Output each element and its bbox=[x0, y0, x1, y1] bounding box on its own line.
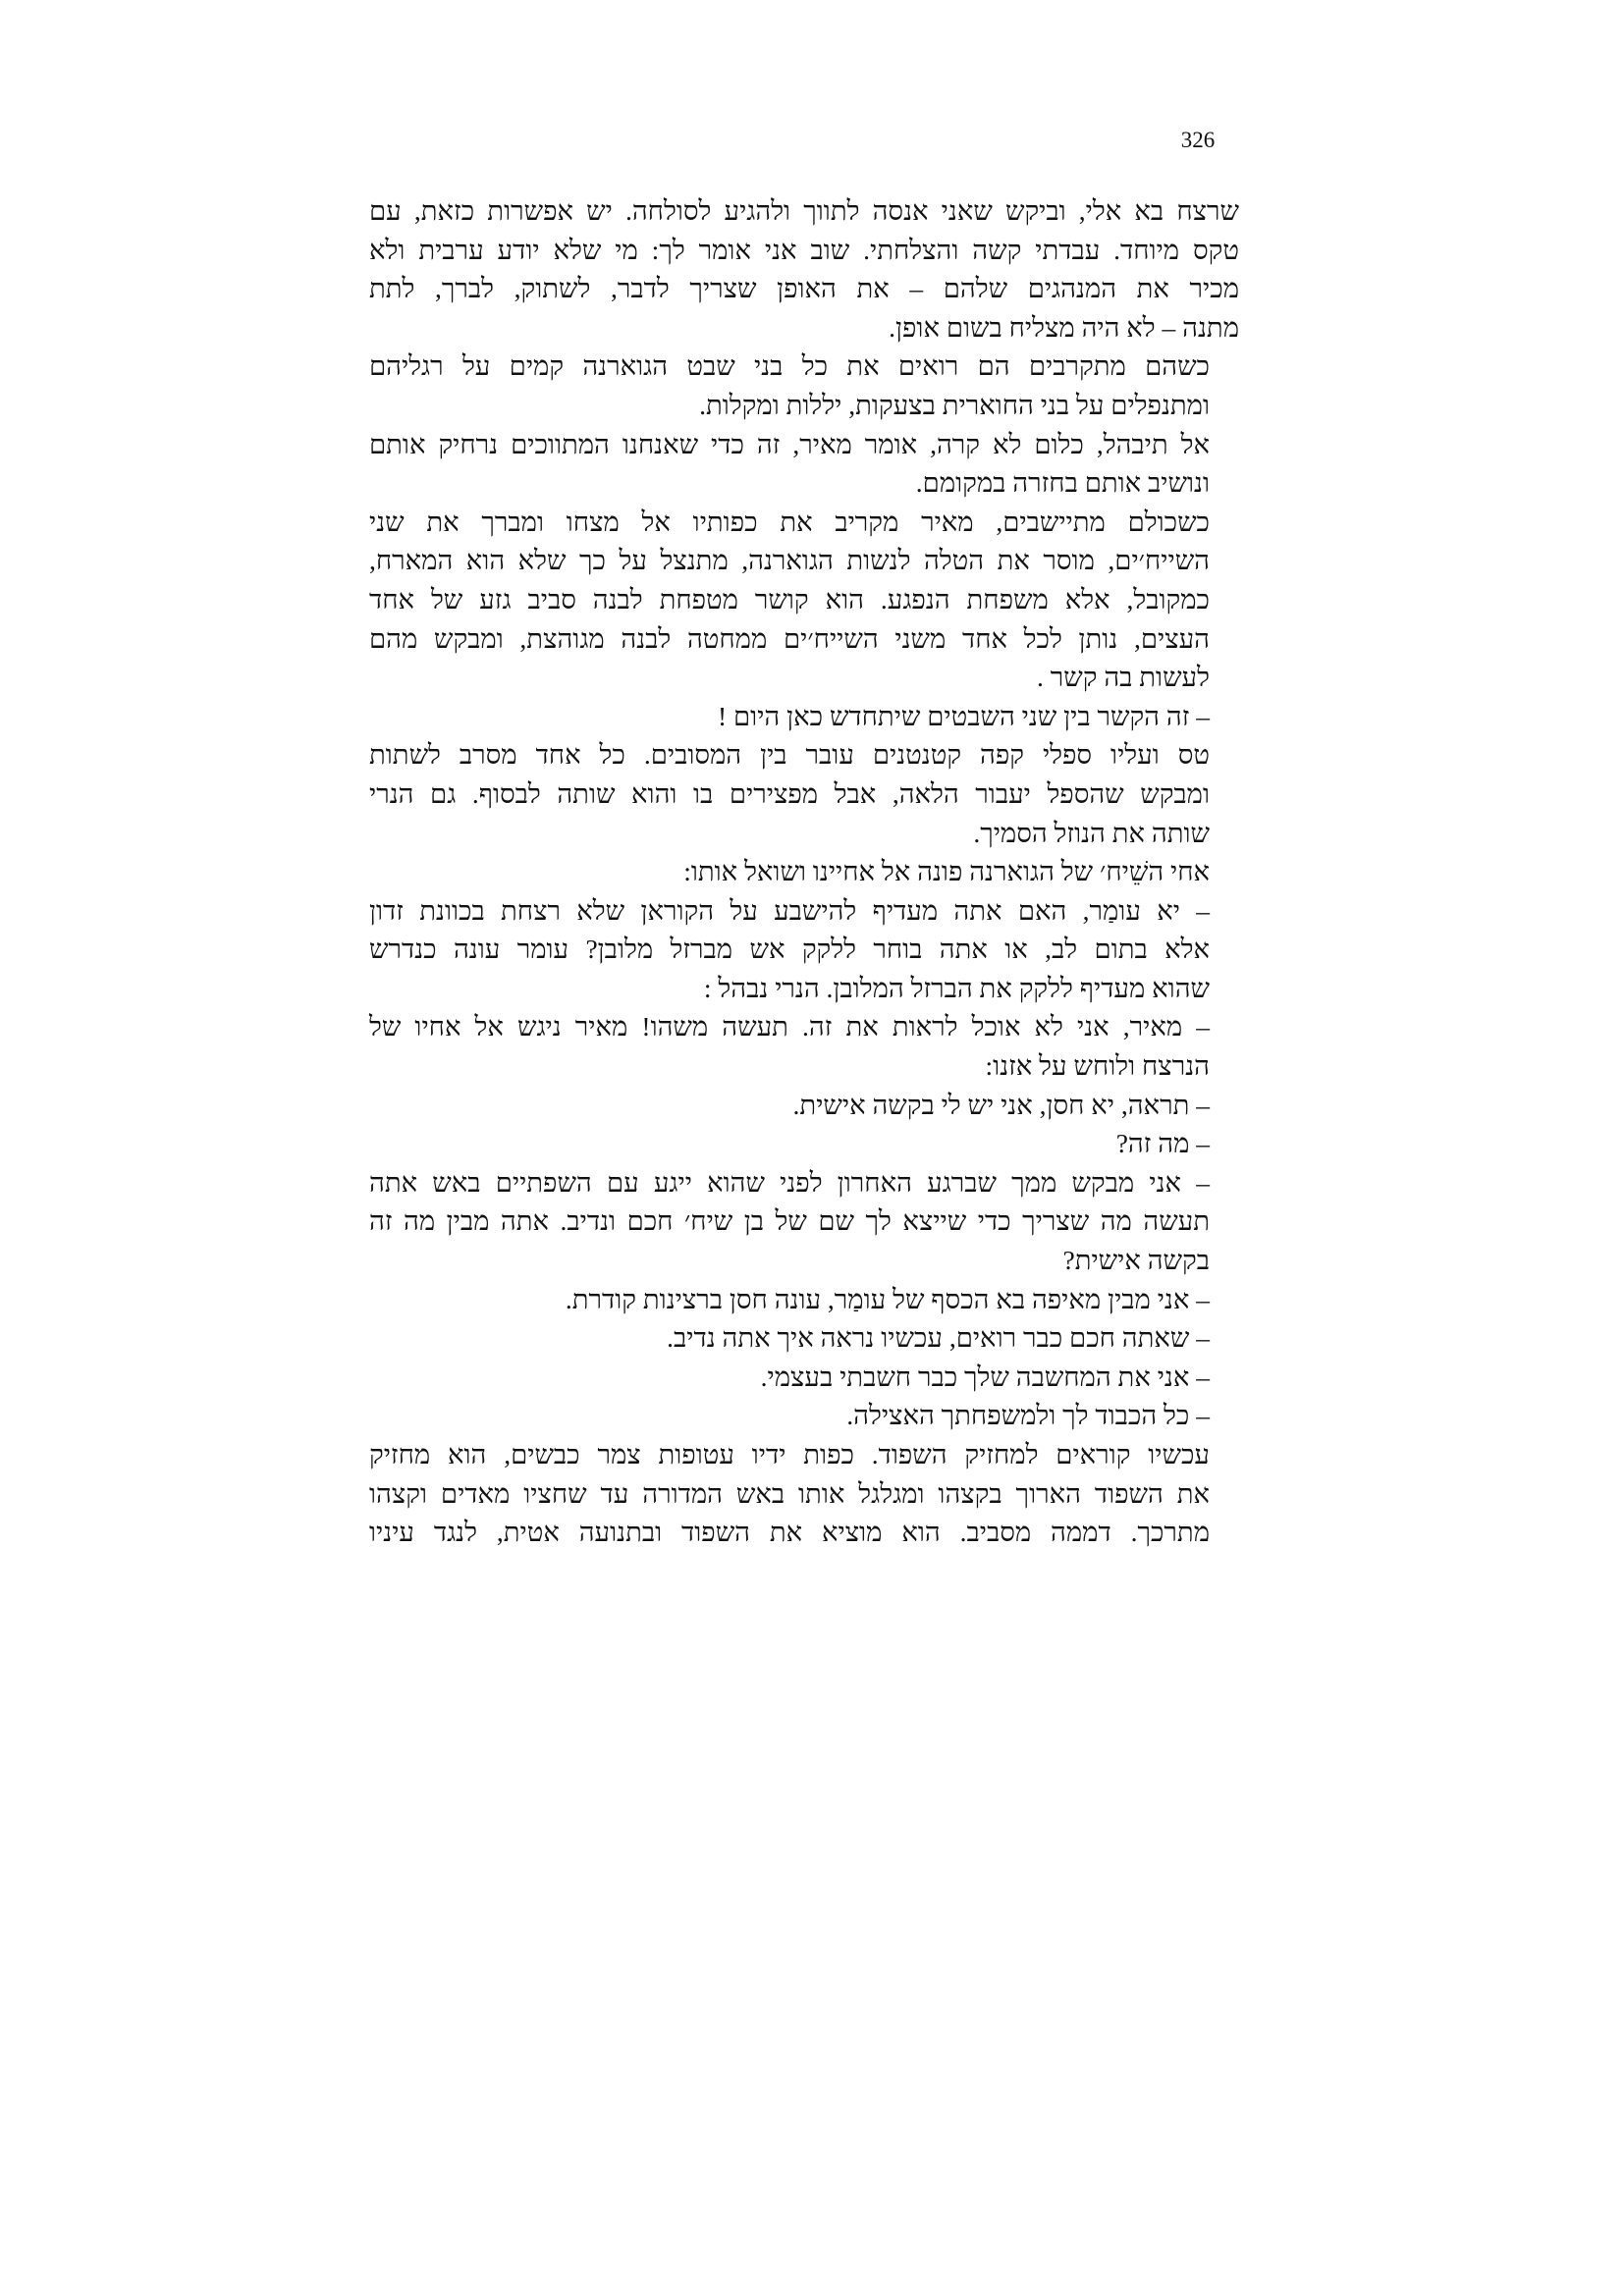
text-line: בקשה אישית? bbox=[1062, 1245, 1210, 1276]
text-line: מתנה – לא היה מצליח בשום אופן. bbox=[889, 311, 1239, 343]
paragraph bbox=[369, 1280, 1239, 1319]
paragraph bbox=[369, 1007, 1239, 1085]
text-line: שותה את הנוזל הסמיך. bbox=[973, 817, 1210, 848]
paragraph bbox=[369, 503, 1239, 697]
text-line: טקס מיוחד. עבדתי קשה והצלחתי. שוב אני אומר לך: מי שלא יודע ערבית ולא bbox=[369, 234, 1239, 265]
text-line: ומתנפלים על בני החוארית בצעקות, יללות ומקלות. bbox=[699, 389, 1210, 420]
text-line: טס ועליו ספלי קפה קטנטנים עובר בין המסובים. כל אחד מסרב לשתות bbox=[369, 739, 1210, 771]
paragraph bbox=[369, 735, 1239, 852]
text-line: – תראה, יא חסן, אני יש לי בקשה אישית. bbox=[792, 1089, 1210, 1120]
paragraph bbox=[369, 347, 1239, 424]
text-line: – כל הכבוד לך ולמשפחתך האצילה. bbox=[846, 1400, 1210, 1431]
text-line: – מאיר, אני לא אוכל לראות את זה. תעשה משהו! מאיר ניגש אל אחיו של bbox=[369, 1011, 1210, 1042]
text-line: – זה הקשר בין שני השבטים שיתחדש כאן היום ! bbox=[717, 700, 1210, 731]
paragraph bbox=[369, 1124, 1239, 1163]
text-line: אחי השֵׁיח׳ של הגוארנה פונה אל אחיינו ושואל אותו: bbox=[683, 856, 1210, 887]
text-line: – יא עומַר, האם אתה מעדיף להישבע על הקוראן שלא רצחת בכוונת זדון bbox=[369, 894, 1210, 926]
text-line: עכשיו קוראים למחזיק השפוד. כפות ידיו עטופות צמר כבשים, הוא מחזיק bbox=[369, 1439, 1210, 1469]
text-line: שרצח בא אלי, וביקש שאני אנסה לתווך ולהגיע לסולחה. יש אפשרות כזאת, עם bbox=[369, 195, 1239, 226]
text-line: – אני מבקש ממך שברגע האחרון לפני שהוא ייגע עם השפתיים באש אתה bbox=[369, 1166, 1210, 1198]
text-line: העצים, נותן לכל אחד משני השייח׳ים ממחטה לבנה מגוהצת, ומבקש מהם bbox=[369, 622, 1210, 654]
text-line: השייח׳ים, מוסר את הטלה לנשות הגוארנה, מתנצל על כך שלא הוא המארח, bbox=[369, 545, 1210, 576]
paragraph bbox=[369, 1396, 1239, 1435]
text-line: תעשה מה שצריך כדי שייצא לך שם של בן שיח׳ חכם ונדיב. אתה מבין מה זה bbox=[369, 1205, 1210, 1237]
paragraph bbox=[369, 1435, 1239, 1552]
text-line: אל תיבהל, כלום לא קרה, אומר מאיר, זה כדי שאנחנו המתווכים נרחיק אותם bbox=[369, 428, 1210, 459]
paragraph bbox=[369, 852, 1239, 891]
text-line: – אני את המחשבה שלך כבר חשבתי בעצמי. bbox=[760, 1361, 1210, 1392]
paragraph bbox=[369, 1318, 1239, 1358]
paragraph bbox=[369, 1163, 1239, 1280]
paragraph bbox=[369, 697, 1239, 736]
text-line: אלא בתום לב, או אתה בוחר ללקק אש מברזל מלובן? עומר עונה כנדרש bbox=[369, 934, 1210, 965]
text-line: הנרצח ולוחש על אזנו: bbox=[985, 1050, 1210, 1082]
text-line: את השפוד הארוך בקצהו ומגלגל אותו באש המדורה עד שחציו מאדים וקצהו bbox=[369, 1477, 1210, 1509]
paragraph bbox=[369, 425, 1239, 503]
page-number: 326 bbox=[1180, 128, 1216, 152]
paragraph bbox=[369, 891, 1239, 1008]
paragraph bbox=[369, 1358, 1239, 1397]
body-text bbox=[369, 191, 1239, 1552]
text-line: – אני מבין מאיפה בא הכסף של עומַר, עונה חסן ברצינות קודרת. bbox=[565, 1283, 1210, 1314]
text-line: ומבקש שהספל יעבור הלאה, אבל מפצירים בו והוא שותה לבסוף. גם הנרי bbox=[369, 777, 1210, 809]
text-line: כמקובל, אלא משפחת הנפגע. הוא קושר מטפחת לבנה סביב גזע של אחד bbox=[369, 583, 1210, 614]
text-line: – מה זה? bbox=[1115, 1128, 1210, 1159]
text-line: לעשות בה קשר . bbox=[1037, 662, 1210, 693]
text-line: שהוא מעדיף ללקק את הברזל המלובן. הנרי נבהל : bbox=[703, 972, 1210, 1003]
text-line: כשכולם מתיישבים, מאיר מקריב את כפותיו אל מצחו ומברך את שני bbox=[369, 506, 1210, 537]
paragraph bbox=[369, 191, 1239, 347]
text-line: – שאתה חכם כבר רואים, עכשיו נראה איך אתה נדיב. bbox=[667, 1322, 1210, 1354]
paragraph bbox=[369, 1086, 1239, 1125]
text-line: מתרכך. דממה מסביב. הוא מוציא את השפוד ובתנועה אטית, לנגד עיניו bbox=[369, 1517, 1210, 1548]
text-line: מכיר את המנהגים שלהם – את האופן שצריך לדבר, לשתוק, לברך, לתת bbox=[369, 273, 1239, 304]
text-line: ונושיב אותם בחזרה במקומם. bbox=[915, 467, 1210, 499]
text-line: כשהם מתקרבים הם רואים את כל בני שבט הגוארנה קמים על רגליהם bbox=[369, 350, 1210, 382]
